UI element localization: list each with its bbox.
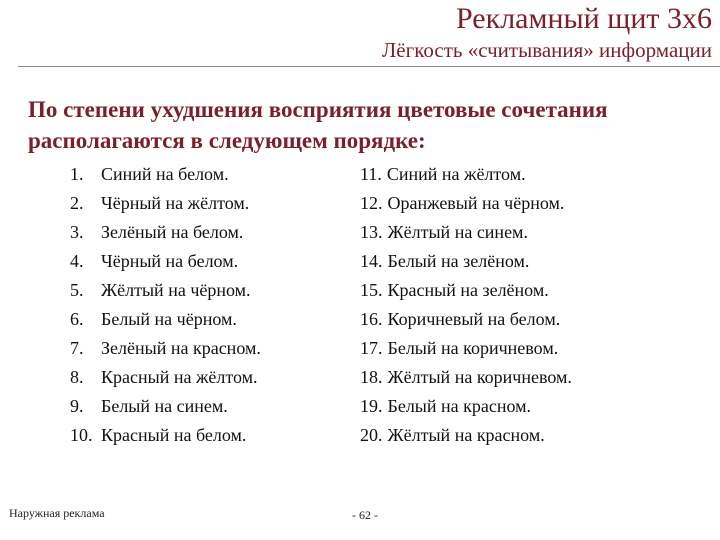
list-item [360,421,572,450]
list-item-number: 19. [360,396,383,416]
list-item-text: Чёрный на белом. [101,251,239,271]
list-item-text: Белый на коричневом. [387,338,559,358]
list-item-text: Белый на красном. [387,396,532,416]
list-item-text: Жёлтый на чёрном. [101,280,251,300]
list-item [360,363,572,392]
list-item-text: Чёрный на жёлтом. [101,193,250,213]
list-item [70,247,261,276]
list-item-text: Жёлтый на коричневом. [387,367,572,387]
intro-paragraph: По степени ухудшения восприятия цветовые сочетания располагаются в следующем порядке: [28,97,608,153]
slide-title: Рекламный щит 3х6 [456,2,712,35]
list-item-text: Жёлтый на синем. [387,222,528,242]
list-item-number: 6. [70,309,84,329]
color-ranking-list-left [70,160,261,450]
list-item-number: 18. [360,367,383,387]
list-item-number: 11. [360,164,382,184]
page-number: - 62 - [352,508,378,522]
list-item [70,305,261,334]
list-item [70,160,261,189]
list-item-number: 1. [70,164,84,184]
list-item [360,334,572,363]
list-item-number: 3. [70,222,84,242]
list-item-number: 8. [70,367,84,387]
list-item [70,189,261,218]
list-item [360,305,572,334]
list-item-text: Красный на зелёном. [387,280,549,300]
list-item [70,363,261,392]
list-item-number: 14. [360,251,383,271]
list-item-text: Коричневый на белом. [387,309,561,329]
list-item [70,421,261,450]
list-item [70,392,261,421]
list-item-text: Жёлтый на красном. [387,425,545,445]
list-item-number: 12. [360,193,383,213]
list-item-number: 20. [360,425,383,445]
list-item-text: Синий на жёлтом. [386,164,526,184]
header-divider [18,66,720,67]
list-item-number: 17. [360,338,383,358]
list-item-text: Красный на жёлтом. [101,367,258,387]
list-item-text: Белый на чёрном. [101,309,237,329]
list-item [360,218,572,247]
list-item-number: 2. [70,193,84,213]
list-item [360,276,572,305]
list-item-text: Белый на зелёном. [387,251,530,271]
color-ranking-list-right [360,160,572,450]
list-item-number: 5. [70,280,84,300]
list-item [70,218,261,247]
list-item-text: Зелёный на красном. [101,338,261,358]
list-item [360,160,572,189]
list-item [70,334,261,363]
list-item-text: Зелёный на белом. [101,222,244,242]
list-item-number: 13. [360,222,383,242]
list-item [360,189,572,218]
list-item-number: 9. [70,396,84,416]
list-item-text: Синий на белом. [101,164,229,184]
list-item-number: 4. [70,251,84,271]
footer-section-label: Наружная реклама [9,506,105,520]
list-item-text: Оранжевый на чёрном. [387,193,565,213]
list-item [360,392,572,421]
list-item-number: 10. [70,425,93,445]
list-item-text: Белый на синем. [101,396,228,416]
slide-subtitle: Лёгкость «считывания» информации [382,38,712,62]
list-item-number: 7. [70,338,84,358]
list-item [360,247,572,276]
list-item-number: 15. [360,280,383,300]
list-item-text: Красный на белом. [101,425,247,445]
list-item [70,276,261,305]
list-item-number: 16. [360,309,383,329]
